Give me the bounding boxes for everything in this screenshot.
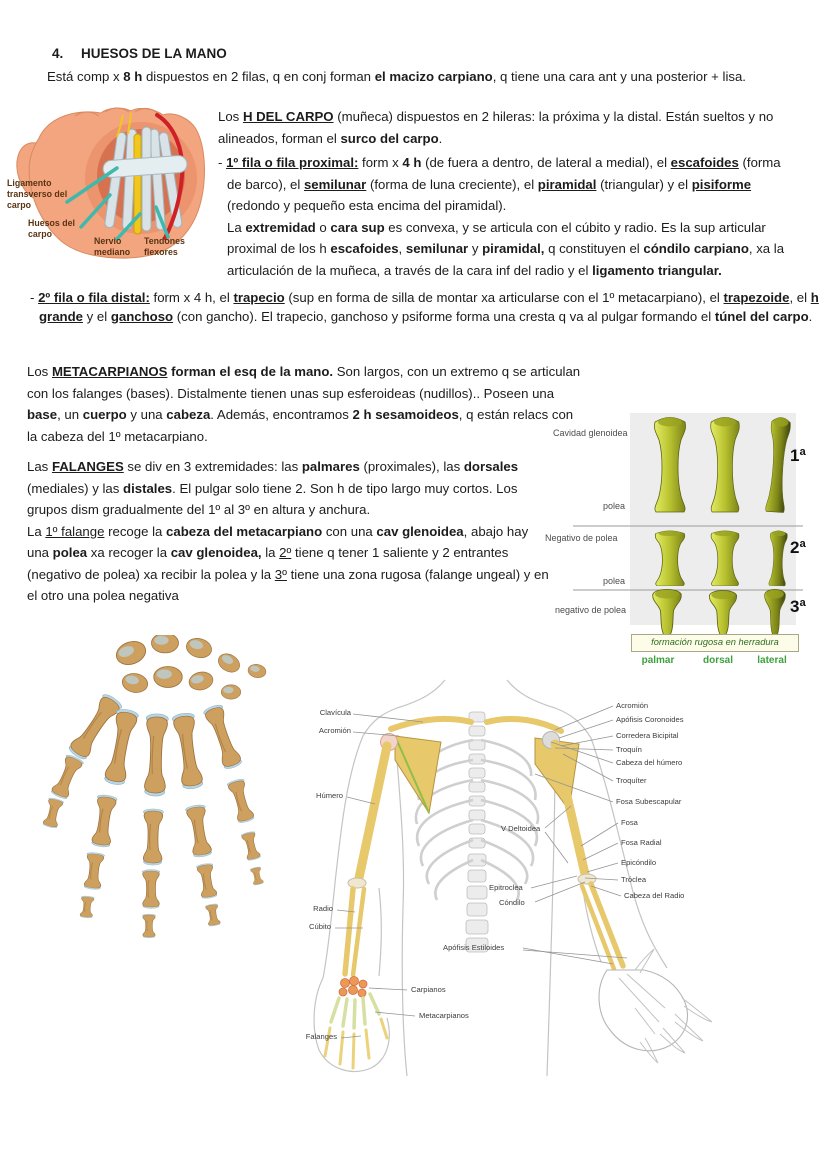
carpo-bullet-proximal: - 1º fila o fila proximal: form x 4 h (de fuera a dentro, de lateral a medial), el escafoides (forma de barco), el semilunar (forma de luna creciente), el piramidal (triangular) y el pisiforme (redondo y pequeño esta encima del piramidal). [218, 155, 781, 213]
label-huesos-del-carpo: Huesos del carpo [28, 218, 75, 239]
falanges-text-block [27, 456, 551, 607]
left-arm-bones [325, 734, 398, 1069]
label-condilo: Cóndilo [499, 898, 525, 907]
label-tendones-flexores: Tendones flexores [144, 236, 185, 257]
label-falanges: Falanges [305, 1032, 337, 1041]
label-metacarpianos: Metacarpianos [419, 1011, 469, 1020]
falanges-paragraph-1: Las FALANGES se div en 3 extremidades: las palmares (proximales), las dorsales (mediales) y las distales. El pulgar solo tiene 2. Son h de tipo largo muy cortos. Los grupos dism gradualmente del 1º al 3º en altura y anchura. [27, 459, 519, 517]
exploded-hand-illustration [15, 635, 305, 975]
label-ligamento-transverso: Ligamento transverso del carpo [7, 178, 68, 210]
label-apofisis-estiloides: Apófisis Estiloides [443, 943, 505, 952]
label-carpianos: Carpianos [411, 985, 446, 994]
label-troquiter: Troquíter [616, 776, 647, 785]
phalanx-number-3: 3ª [790, 597, 806, 616]
label-cavidad-glenoidea: Cavidad glenoidea [553, 428, 628, 438]
carpal-bones-shapes [113, 635, 267, 699]
heading-text: HUESOS DE LA MANO [81, 46, 227, 61]
label-radio: Radio [313, 904, 333, 913]
intro-paragraph: Está comp x 8 h dispuestos en 2 filas, q en conj forman el macizo carpiano, q tiene una cara ant y una posterior + lisa. [47, 69, 746, 84]
label-acromion-right: Acromión [616, 701, 649, 710]
skeleton-illustration [283, 678, 828, 1078]
spine-shapes [466, 712, 488, 952]
skeleton-figure [283, 678, 828, 1078]
label-epitroclea: Epitroclea [489, 883, 523, 892]
exploded-hand-figure [15, 635, 305, 975]
label-troquin: Troquín [616, 745, 642, 754]
phalanx-number-2: 2ª [790, 538, 806, 557]
label-cabeza-humero: Cabeza del húmero [616, 758, 683, 767]
label-nervio-mediano: Nervio mediano [94, 236, 131, 257]
page-title [52, 46, 227, 61]
phalanx-caption: formación rugosa en herradura [631, 634, 799, 652]
label-acromion-left: Acromión [318, 726, 351, 735]
label-negativo-de-polea-3: negativo de polea [555, 605, 627, 615]
label-troclea: Tróclea [621, 875, 647, 884]
carpo-paragraph-1: Los H DEL CARPO (muñeca) dispuestos en 2 hileras: la próxima y la distal. Están sueltos y no alineados, forman el surco del carpo. [218, 109, 774, 146]
column-label-dorsal: dorsal [702, 655, 733, 666]
carpo-text-block [218, 106, 786, 281]
label-cubito: Cúbito [309, 922, 331, 931]
phalanx-number-1: 1ª [790, 446, 806, 465]
label-cabeza-radio: Cabeza del Radio [624, 891, 685, 900]
label-negativo-de-polea-2: Negativo de polea [545, 533, 618, 543]
phalanx-figure [545, 413, 828, 675]
label-fosa: Fosa [621, 818, 638, 827]
label-corredera-bicipital: Corredera Bicipital [616, 731, 679, 740]
ring-ray-shapes [172, 712, 221, 927]
carpal-tunnel-figure [5, 106, 210, 270]
heading-number: 4. [52, 46, 64, 61]
label-fosa-radial: Fosa Radial [621, 838, 662, 847]
label-v-deltoidea: V Deltoidea [501, 824, 541, 833]
bullet-fila-distal: - 2º fila o fila distal: form x 4 h, el trapecio (sup en forma de silla de montar xa articularse con el 1º metacarpiano), el trapezoide, el h grande y el ganchoso (con gancho). El trapecio, ganchoso y psiforme forma una cresta q va al pulgar formando el túnel del carpo. [30, 290, 819, 324]
label-polea-1: polea [603, 501, 626, 511]
metacarpianos-paragraph: Los METACARPIANOS forman el esq de la mano. Son largos, con un extremo q se articulan con los falanges (bases). Distalmente tienen unas sup esferoideas (nudillos).. Poseen una base, un cuerpo y una cabeza. Además, encontramos 2 h sesamoideos, q están relacs con la cabeza del 1º metacarpiano. [27, 364, 581, 444]
label-polea-2: polea [603, 576, 626, 586]
label-epicondilo: Epicóndilo [621, 858, 657, 867]
column-label-lateral: lateral [757, 655, 787, 666]
label-clavicula: Clavícula [319, 708, 351, 717]
label-apofisis-coronoides: Apófisis Coronoides [616, 715, 684, 724]
falanges-paragraph-2: La 1º falange recoge la cabeza del metacarpiano con una cav glenoidea, abajo hay una polea xa recoger la cav glenoidea, la 2º tiene q tener 1 saliente y 2 entrantes (negativo de polea) xa recibir la polea y la 3º tiene una zona rugosa (falange ungeal) y en el otro una polea negativa [27, 523, 549, 603]
pinky-ray-shapes [203, 703, 265, 885]
label-humero: Húmero [315, 791, 343, 800]
label-fosa-subescapular: Fosa Subescapular [616, 797, 682, 806]
column-label-palmar: palmar [641, 655, 675, 666]
middle-ray-shapes [142, 714, 168, 938]
carpo-paragraph-2: La extremidad o cara sup es convexa, y se articula con el cúbito y radio. Es la sup articular proximal de los h escafoides, semilunar y piramidal, q constituyen el cóndilo carpiano, xa la articulación de la muñeca, a través de la cara inf del radio y el ligamento triangular. [227, 219, 785, 278]
